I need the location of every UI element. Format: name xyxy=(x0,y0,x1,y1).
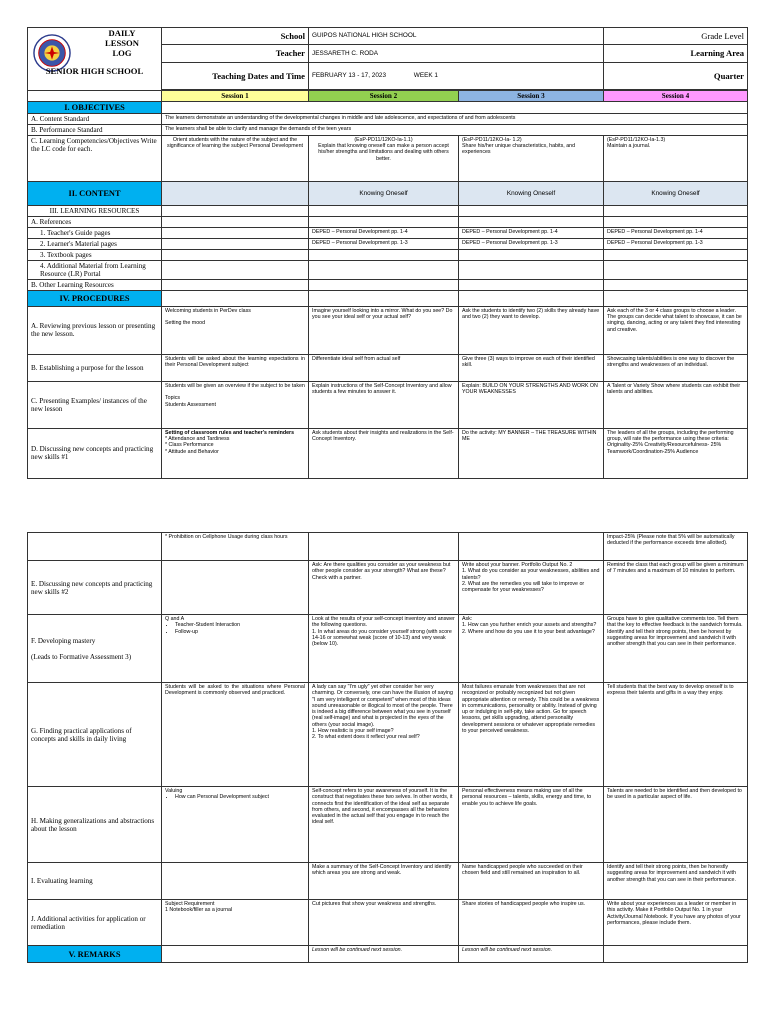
area-label: Learning Area xyxy=(604,45,748,63)
rules-item: * Attendance and Tardiness xyxy=(165,436,230,443)
row-label: I. Evaluating learning xyxy=(28,863,162,900)
rules-item: * Class Performance xyxy=(165,442,214,449)
teacher-value: JESSARETH C. RODA xyxy=(309,45,604,63)
proc-a-cell: Welcoming students in PerDev class Setting the mood xyxy=(162,306,309,354)
proc-c-cell: A Talent or Variety Show where students can exhibit their talents and abilities. xyxy=(604,381,748,428)
row-label: B. Establishing a purpose for the lesson xyxy=(28,354,162,381)
proc-h-cell: Talents are needed to be identified and then developed to be used in a particular aspect of life. xyxy=(604,787,748,863)
row-label: H. Making generalizations and abstractions about the lesson xyxy=(28,787,162,863)
header-subtitle: SENIOR HIGH SCHOOL xyxy=(45,66,144,76)
proc-g-cell: Students will be asked to the situations where Personal Development is commonly observed and practiced. xyxy=(162,683,309,787)
row-label: E. Discussing new concepts and practicing new skills #2 xyxy=(28,561,162,615)
row-label: F. Developing mastery xyxy=(31,636,96,645)
blank xyxy=(28,90,162,101)
rules-item: * Attitude and Behavior xyxy=(165,448,219,455)
qa-item: • Teacher-Student Interaction xyxy=(175,622,305,628)
proc-e-cell: Remind the class that each group will be given a minimum of 7 minutes and a maximum of 10 minutes to perform. xyxy=(604,561,748,615)
tg-cell xyxy=(162,227,309,238)
header-title-block xyxy=(28,28,162,91)
row-label: B. Other Learning Resources xyxy=(28,279,162,290)
blank xyxy=(28,533,162,561)
remarks-cell xyxy=(162,946,309,963)
proc-h-cell: Personal effectiveness means making use of all the personal resources – talents, skills, energy and time, to enable you to achieve life goals. xyxy=(459,787,604,863)
row-label: D. Discussing new concepts and practicing new skills #1 xyxy=(28,428,162,478)
proc-j-cell: Subject Requirement 1 Notebook/filler as a journal xyxy=(162,900,309,946)
competency-cell: (EsP-PD11/12KO-Ia- 1.2) Share his/her unique characteristics, habits, and experiences xyxy=(459,135,604,181)
proc-b-cell: Students will be asked about the learning expectations in their Personal Development subject xyxy=(162,354,309,381)
proc-f-cell: Look at the results of your self-concept inventory and answer the following questions. 1. In what areas do you consider yourself strong (with score 14-16 or somewhat weak (score of 10-13) and very weak (below 10). xyxy=(309,615,459,683)
proc-j-cell: Write about your experiences as a leader or member in this activity. Make it Portfolio Output No. 1 in your Activity/Journal Notebook. If you have any photos of your performances, please include them. xyxy=(604,900,748,946)
proc-j-cell: Share stories of handicapped people who inspire us. xyxy=(459,900,604,946)
valuing-title: Valuing xyxy=(165,788,183,794)
proc-d-continued: * Prohibition on Cellphone Usage during class hours xyxy=(162,533,309,561)
row-label: A. References xyxy=(28,216,162,227)
proc-c-cell: Explain instructions of the Self-Concept Inventory and allow students a few minutes to answer it. xyxy=(309,381,459,428)
title-line: LESSON xyxy=(105,38,139,48)
proc-d-cell: Ask students about their insights and realizations in the Self-Concept Inventory. xyxy=(309,428,459,478)
dates-cell xyxy=(309,62,604,89)
school-value: GUIPOS NATIONAL HIGH SCHOOL xyxy=(309,28,604,45)
section-content: II. CONTENT xyxy=(28,181,162,205)
proc-i-cell xyxy=(162,863,309,900)
proc-f-cell: Groups have to give qualitative comments too. Tell them that the key to effective feedback is the sandwich formula. Identify and tell their strong points, then be honest by suggesting areas for improvement and sandwich it with another strength that you can see in their performance. xyxy=(604,615,748,683)
proc-b-cell: Differentiate ideal self from actual self xyxy=(309,354,459,381)
valuing-item: • How can Personal Development subject xyxy=(175,794,305,800)
row-label: J. Additional activities for application or remediation xyxy=(28,900,162,946)
qa-item: • Follow-up xyxy=(175,629,305,635)
content-standard: The learners demonstrate an understanding of the developmental changes in middle and late adolescence, and expectations of and from adolescents xyxy=(162,113,748,124)
proc-b-cell: Give three (3) ways to improve on each of their identified skill. xyxy=(459,354,604,381)
proc-a-cell: Ask the students to identify two (2) skills they already have and two (2) they want to develop. xyxy=(459,306,604,354)
proc-g-cell: Most failures emanate from weaknesses that are not recognized or probably recognized but not given appropriate attention or remedy. This could be a weakness in communications, personality or ability. Instead of giving up or indulging in self-pity, take action. Go for speech lessons, get skills upgrading, attend personality development sessions or whatever appropriate remedies to your perceived weakness. xyxy=(459,683,604,787)
proc-c-cell: Explain: BUILD ON YOUR STRENGTHS AND WORK ON YOUR WEAKNESSES xyxy=(459,381,604,428)
title-line: LOG xyxy=(112,48,132,58)
dates-label: Teaching Dates and Time xyxy=(162,62,309,89)
session-header: Session 2 xyxy=(309,90,459,101)
row-label: 3. Textbook pages xyxy=(28,249,162,260)
session-header: Session 1 xyxy=(162,90,309,101)
row-label: 1. Teacher's Guide pages xyxy=(28,227,162,238)
session-header: Session 4 xyxy=(604,90,748,101)
section-procedures: IV. PROCEDURES xyxy=(28,290,162,306)
row-label: G. Finding practical applications of concepts and skills in daily living xyxy=(28,683,162,787)
lm-cell xyxy=(162,238,309,249)
week-value: WEEK 1 xyxy=(413,72,438,80)
rules-title: Setting of classroom rules and teacher's reminders xyxy=(165,429,295,436)
proc-e-cell xyxy=(162,561,309,615)
proc-g-cell: A lady can say "I'm ugly" yet other consider her very charming. Or conversely, one can have the illusion of saying "I am very intelligent or competent" when most of this ideas sound unreasonable or illogical to most of the people. There is indeed a big difference between what you see in yourself (real self-image) and what is projected in the eyes of the others (your social image). 1. How realistic is your self image? 2. To what extent does it reflect your real self? xyxy=(309,683,459,787)
row-label: A. Reviewing previous lesson or presenting the new lesson. xyxy=(28,306,162,354)
proc-e-cell: Ask: Are there qualities you consider as your weakness but other people consider as your strength? What are these? Check with a partner. xyxy=(309,561,459,615)
content-cell: Knowing Oneself xyxy=(604,181,748,205)
row-label: 2. Learner's Material pages xyxy=(28,238,162,249)
grade-label: Grade Level xyxy=(604,28,748,45)
proc-d-cell xyxy=(162,428,309,478)
proc-b-cell: Showcasing talents/abilities is one way to discover the strengths and weaknesses of an individual. xyxy=(604,354,748,381)
row-label: C. Presenting Examples/ instances of the new lesson xyxy=(28,381,162,428)
competency-cell: Orient students with the nature of the subject and the significance of learning the subject Personal Development xyxy=(162,135,309,181)
lm-cell: DEPED – Personal Development pp. 1-3 xyxy=(604,238,748,249)
proc-e-cell: Write about your banner. Portfolio Output No. 2 1. What do you consider as your weaknesses, abilities and talents? 2. What are the remedies you will take to improve or compensate for your weaknesses? xyxy=(459,561,604,615)
proc-a-cell: Ask each of the 3 or 4 class groups to choose a leader. The groups can decide what talent to showcase, it can be singing, dancing, acting or any talent they find interesting and creative. xyxy=(604,306,748,354)
row-label: C. Learning Competencies/Objectives Write the LC code for each. xyxy=(28,135,162,181)
lesson-log-table-page1 xyxy=(27,27,748,479)
row-label-f xyxy=(28,615,162,683)
school-label: School xyxy=(162,28,309,45)
lm-cell: DEPED – Personal Development pp. 1-3 xyxy=(459,238,604,249)
remarks-cell xyxy=(604,946,748,963)
competency-cell: (EsP-PD11/12KO-Ia-1.1) Explain that knowing oneself can make a person accept his/her strengths and limitations and dealing with others better. xyxy=(309,135,459,181)
competency-cell: (EsP-PD11/12KO-Ia-1.3) Maintain a journal. xyxy=(604,135,748,181)
proc-i-cell: Make a summary of the Self-Concept Inventory and identify which areas you are strong and weak. xyxy=(309,863,459,900)
content-cell: Knowing Oneself xyxy=(309,181,459,205)
section-remarks: V. REMARKS xyxy=(28,946,162,963)
proc-i-cell: Name handicapped people who succeeded on their chosen field and still remained an inspiration to all. xyxy=(459,863,604,900)
row-label: III. LEARNING RESOURCES xyxy=(28,205,162,216)
proc-c-cell: Students will be given an overview if the subject to be taken Topics Students Assessment xyxy=(162,381,309,428)
qa-title: Q and A xyxy=(165,616,185,622)
proc-h-cell: Self-concept refers to your awareness of yourself. It is the construct that negotiates these two selves. In other words, it connects first the identification of the ideal self as separate from others, and second, it encompasses all the behaviors evaluated in the actual self that you engage in to reach the ideal self. xyxy=(309,787,459,863)
session-header: Session 3 xyxy=(459,90,604,101)
proc-g-cell: Tell students that the best way to develop oneself is to express their talents and gifts in a way they enjoy. xyxy=(604,683,748,787)
proc-f-cell: Ask: 1. How can you further enrich your assets and strengths? 2. Where and how do you use it to your best advantage? xyxy=(459,615,604,683)
blank xyxy=(162,101,748,113)
tg-cell: DEPED – Personal Development pp. 1-4 xyxy=(309,227,459,238)
proc-a-cell: Imagine yourself looking into a mirror. What do you see? Do you see your ideal self or your actual self? xyxy=(309,306,459,354)
remarks-cell: Lesson will be continued next session. xyxy=(309,946,459,963)
content-cell: Knowing Oneself xyxy=(459,181,604,205)
performance-standard: The learners shall be able to clarify and manage the demands of the teen years xyxy=(162,124,748,135)
tg-cell: DEPED – Personal Development pp. 1-4 xyxy=(459,227,604,238)
row-label: A. Content Standard xyxy=(28,113,162,124)
teacher-label: Teacher xyxy=(162,45,309,63)
row-label: B. Performance Standard xyxy=(28,124,162,135)
proc-d-continued: Impact-25% (Please note that 5% will be automatically deducted if the performance exceeds time allotted). xyxy=(604,533,748,561)
proc-f-cell xyxy=(162,615,309,683)
proc-h-cell xyxy=(162,787,309,863)
remarks-cell: Lesson will be continued next session. xyxy=(459,946,604,963)
title-line: DAILY xyxy=(108,28,136,38)
content-cell xyxy=(162,181,309,205)
proc-j-cell: Cut pictures that show your weakness and strengths. xyxy=(309,900,459,946)
section-objectives: I. OBJECTIVES xyxy=(28,101,162,113)
row-label: 4. Additional Material from Learning Resource (LR) Portal xyxy=(28,260,162,279)
proc-i-cell: Identify and tell their strong points, then be honestly suggesting areas for improvement and sandwich it with another strength that you can see in their performance. xyxy=(604,863,748,900)
lm-cell: DEPED – Personal Development pp. 1-3 xyxy=(309,238,459,249)
quarter-label: Quarter xyxy=(604,62,748,89)
row-sublabel: (Leads to Formative Assessment 3) xyxy=(31,652,132,661)
tg-cell: DEPED – Personal Development pp. 1-4 xyxy=(604,227,748,238)
proc-d-cell: The leaders of all the groups, including the performing group, will rate the performance using these criteria: Originality-25% Creativity/Resourcefulness- 25% Teamwork/Coordination-25% Audience xyxy=(604,428,748,478)
lesson-log-table-page2 xyxy=(27,532,748,963)
dates-value: FEBRUARY 13 - 17, 2023 xyxy=(312,72,387,80)
proc-d-cell: Do the activity: MY BANNER – THE TREASURE WITHIN ME xyxy=(459,428,604,478)
